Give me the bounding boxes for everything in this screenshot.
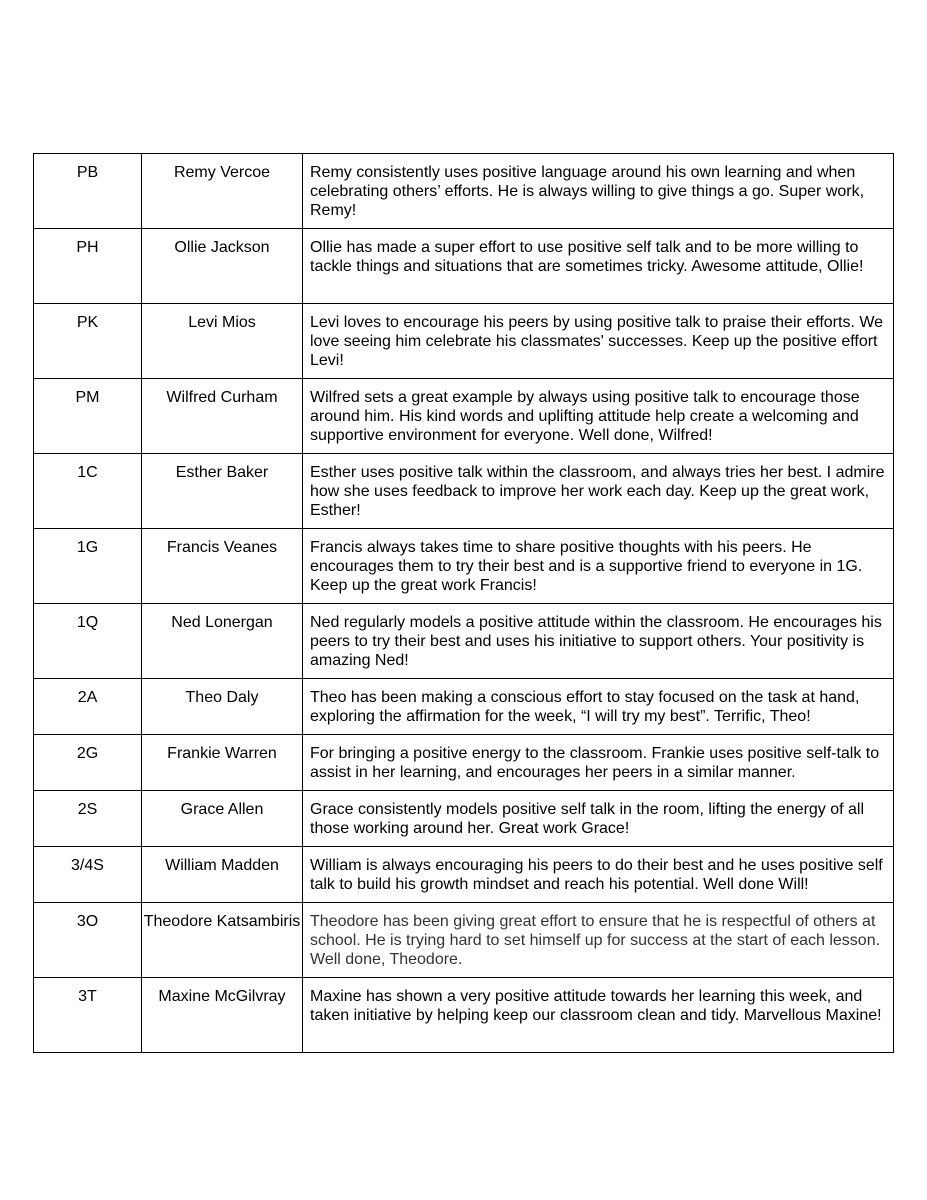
comment-cell: Theo has been making a conscious effort to stay focused on the task at hand, exploring the affirmation for the week, “I will try my best”. Terrific, Theo! (303, 679, 894, 735)
class-cell: 1Q (34, 604, 142, 679)
comment-cell: Esther uses positive talk within the classroom, and always tries her best. I admire how she uses feedback to improve her work each day. Keep up the great work, Esther! (303, 454, 894, 529)
comment-cell: Remy consistently uses positive language around his own learning and when celebrating others’ efforts. He is always willing to give things a go. Super work, Remy! (303, 154, 894, 229)
table-row (34, 604, 894, 679)
table-row (34, 791, 894, 847)
table-row (34, 304, 894, 379)
class-cell: 2S (34, 791, 142, 847)
comment-cell: Ned regularly models a positive attitude within the classroom. He encourages his peers to try their best and uses his initiative to support others. Your positivity is amazing Ned! (303, 604, 894, 679)
class-cell: 1G (34, 529, 142, 604)
table-row (34, 154, 894, 229)
comment-cell: For bringing a positive energy to the classroom. Frankie uses positive self-talk to assist in her learning, and encourages her peers in a similar manner. (303, 735, 894, 791)
class-cell: 3/4S (34, 847, 142, 903)
student-name-cell: Esther Baker (142, 454, 303, 529)
class-cell: 2A (34, 679, 142, 735)
student-name-cell: Ned Lonergan (142, 604, 303, 679)
table-row (34, 903, 894, 978)
table-row (34, 978, 894, 1053)
class-cell: 2G (34, 735, 142, 791)
student-name-cell: Theo Daly (142, 679, 303, 735)
student-name-cell: Grace Allen (142, 791, 303, 847)
awards-table (33, 153, 894, 1053)
student-name-cell: Remy Vercoe (142, 154, 303, 229)
student-name-cell: Maxine McGilvray (142, 978, 303, 1053)
class-cell: PM (34, 379, 142, 454)
student-name-cell: Wilfred Curham (142, 379, 303, 454)
student-name-cell: Theodore Katsambiris (142, 903, 303, 978)
comment-cell: Levi loves to encourage his peers by using positive talk to praise their efforts. We love seeing him celebrate his classmates' successes. Keep up the positive effort Levi! (303, 304, 894, 379)
table-row (34, 679, 894, 735)
class-cell: PK (34, 304, 142, 379)
class-cell: 3T (34, 978, 142, 1053)
comment-cell: Grace consistently models positive self talk in the room, lifting the energy of all those working around her. Great work Grace! (303, 791, 894, 847)
comment-cell: Theodore has been giving great effort to ensure that he is respectful of others at school. He is trying hard to set himself up for success at the start of each lesson. Well done, Theodore. (303, 903, 894, 978)
table-row (34, 379, 894, 454)
comment-cell: William is always encouraging his peers to do their best and he uses positive self talk to build his growth mindset and reach his potential. Well done Will! (303, 847, 894, 903)
class-cell: 3O (34, 903, 142, 978)
class-cell: PH (34, 229, 142, 304)
table-row (34, 735, 894, 791)
comment-cell: Francis always takes time to share positive thoughts with his peers. He encourages them to try their best and is a supportive friend to everyone in 1G. Keep up the great work Francis! (303, 529, 894, 604)
class-cell: 1C (34, 454, 142, 529)
student-name-cell: Francis Veanes (142, 529, 303, 604)
comment-cell: Maxine has shown a very positive attitude towards her learning this week, and taken initiative by helping keep our classroom clean and tidy. Marvellous Maxine! (303, 978, 894, 1053)
table-row (34, 454, 894, 529)
student-name-cell: Frankie Warren (142, 735, 303, 791)
table-row (34, 229, 894, 304)
comment-cell: Wilfred sets a great example by always using positive talk to encourage those around him. His kind words and uplifting attitude help create a welcoming and supportive environment for everyone. Well done, Wilfred! (303, 379, 894, 454)
comment-cell: Ollie has made a super effort to use positive self talk and to be more willing to tackle things and situations that are sometimes tricky. Awesome attitude, Ollie! (303, 229, 894, 304)
student-name-cell: Ollie Jackson (142, 229, 303, 304)
student-name-cell: Levi Mios (142, 304, 303, 379)
student-name-cell: William Madden (142, 847, 303, 903)
table-row (34, 847, 894, 903)
table-row (34, 529, 894, 604)
class-cell: PB (34, 154, 142, 229)
